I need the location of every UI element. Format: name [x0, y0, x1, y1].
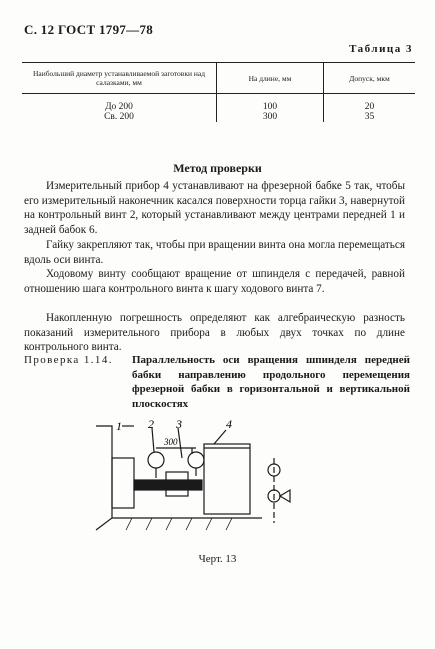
- figure-side-view: [262, 458, 292, 523]
- indicator-dial-right: [188, 452, 204, 468]
- table-header-diameter: Наибольший диаметр устанавливаемой заготовки над салазками, мм: [22, 63, 217, 94]
- table-header-length: На длине, мм: [217, 63, 324, 94]
- headstock-outline: [96, 426, 112, 530]
- table-cell: 35: [324, 112, 416, 122]
- table-cell: 300: [217, 112, 324, 122]
- milling-head: [204, 444, 250, 514]
- table-cell: Св. 200: [104, 112, 134, 122]
- table-cell: До 200: [105, 102, 133, 112]
- method-paragraph: Гайку закрепляют так, чтобы при вращении винта она могла перемещаться вдоль оси винта.: [24, 239, 405, 266]
- table-cell: 100: [217, 102, 324, 112]
- figure-label: 2: [148, 418, 154, 431]
- table-row: [22, 102, 415, 112]
- tolerance-table: [22, 62, 415, 122]
- method-heading: Метод проверки: [173, 161, 262, 175]
- table-cell: 20: [324, 102, 416, 112]
- arrow-marker: [280, 490, 290, 502]
- spindle-housing: [112, 458, 134, 508]
- figure-caption: Черт. 13: [198, 553, 237, 565]
- method-paragraph: Накопленную погрешность определяют как алгебраическую разность показаний измерительного прибора в любых двух точках по длине контрольного винта.: [24, 312, 405, 354]
- dimension-label: 300: [164, 437, 178, 447]
- table-row: [22, 112, 415, 122]
- figure-label: 1: [116, 419, 122, 433]
- method-paragraph: Ходовому винту сообщают вращение от шпинделя с передачей, равной отношению шага контрольного винта к шагу ходового винта 7.: [24, 268, 405, 295]
- method-paragraph: Измерительный прибор 4 устанавливают на фрезерной бабке 5 так, чтобы его измерительный наконечник касался поверхности торца гайки 3, навернутой на контрольный винт 2, который устанавливают между центрами передней 1 и задней бабок 6.: [24, 180, 405, 236]
- check-label: Проверка 1.14.: [24, 354, 113, 366]
- figure-label: 3: [176, 418, 182, 431]
- indicator-dial-left: [148, 452, 164, 468]
- table-header-row: [22, 63, 415, 94]
- page-header: С. 12 ГОСТ 1797—78: [24, 22, 154, 37]
- table-caption: Таблица 3: [349, 43, 413, 55]
- control-screw: [134, 480, 202, 490]
- table-header-tolerance: Допуск, мкм: [324, 63, 416, 94]
- check-title: Параллельность оси вращения шпинделя передней бабки направлению продольного перемещения фрезерной бабки в горизонтальной и вертикальной плоскостях: [132, 354, 410, 410]
- figure-label: 4: [226, 418, 232, 431]
